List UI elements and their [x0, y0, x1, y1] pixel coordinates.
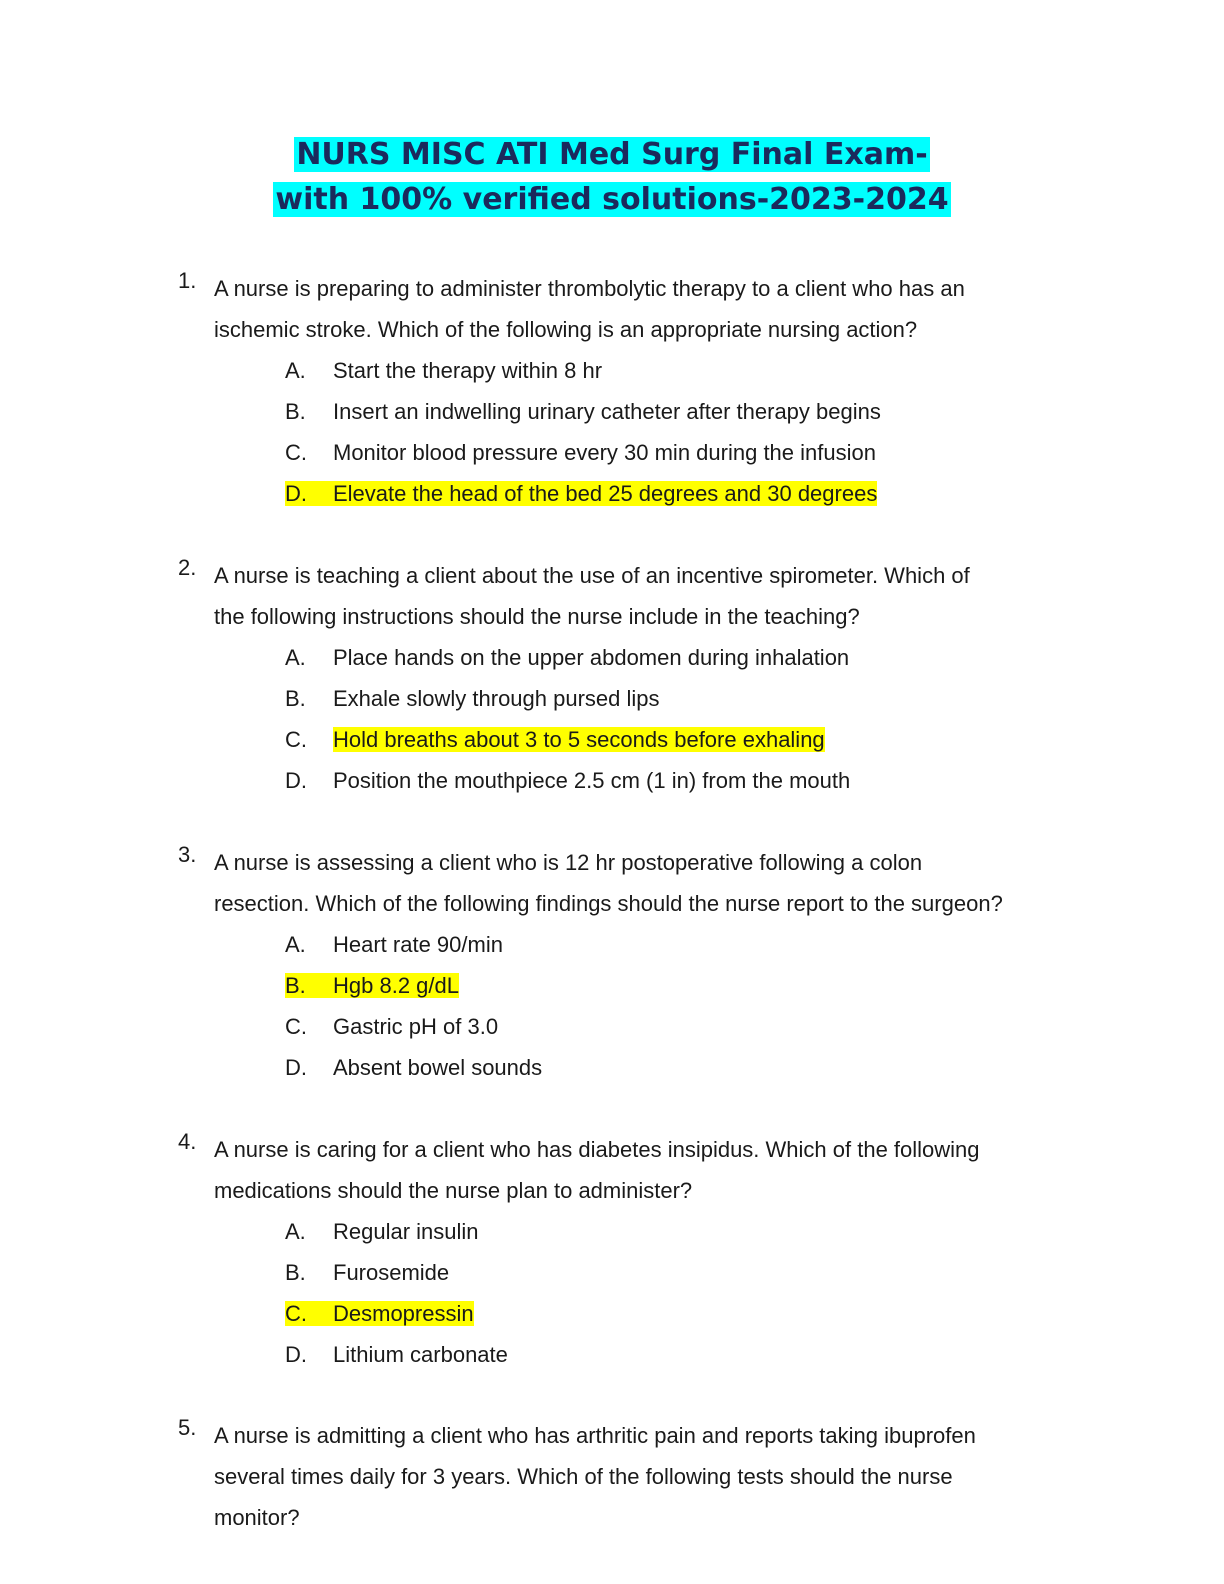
option-text: Furosemide [333, 1260, 450, 1285]
question-number: 1. [178, 268, 197, 293]
option-letter: B. [285, 399, 306, 424]
question-stem-line: the following instructions should the nurse include in the teaching? [214, 604, 860, 629]
question-stem-line: resection. Which of the following findings should the nurse report to the surgeon? [214, 891, 1003, 916]
answer-option-c [285, 432, 876, 473]
option-text: Absent bowel sounds [333, 1055, 543, 1080]
option-letter: D. [285, 1342, 307, 1367]
question-stem-line: A nurse is admitting a client who has arthritic pain and reports taking ibuprofen [214, 1423, 976, 1448]
question-stem-line: A nurse is teaching a client about the use of an incentive spirometer. Which of [214, 563, 970, 588]
question-stem-line: A nurse is preparing to administer thrombolytic therapy to a client who has an [214, 276, 965, 301]
option-text: Hold breaths about 3 to 5 seconds before exhaling [333, 727, 825, 752]
question-stem [214, 268, 1084, 350]
answer-option-d-correct [285, 473, 877, 514]
question-number: 5. [178, 1415, 197, 1440]
option-text: Insert an indwelling urinary catheter after therapy begins [333, 399, 881, 424]
option-text: Exhale slowly through pursed lips [333, 686, 660, 711]
question-number: 4. [178, 1129, 197, 1154]
correct-answer-highlight [285, 973, 459, 998]
answer-option-b [285, 678, 660, 719]
option-letter: D. [285, 1055, 307, 1080]
option-text: Regular insulin [333, 1219, 479, 1244]
title-line-1-text: NURS MISC ATI Med Surg Final Exam- [296, 137, 928, 172]
answer-option-c-correct [285, 719, 825, 760]
option-letter: C. [285, 440, 307, 465]
question-stem-line: A nurse is assessing a client who is 12 hr postoperative following a colon [214, 850, 923, 875]
option-text: Place hands on the upper abdomen during inhalation [333, 645, 850, 670]
answer-option-b [285, 1252, 449, 1293]
question-stem [214, 842, 1084, 924]
option-letter: D. [285, 481, 307, 506]
document-title-line-2 [0, 178, 1224, 221]
option-text: Heart rate 90/min [333, 932, 503, 957]
option-letter: A. [285, 932, 306, 957]
document-title-line-1 [0, 133, 1224, 176]
option-text: Position the mouthpiece 2.5 cm (1 in) from the mouth [333, 768, 851, 793]
option-letter: C. [285, 1301, 307, 1326]
option-letter: A. [285, 645, 306, 670]
answer-option-d [285, 1334, 508, 1375]
option-letter: A. [285, 1219, 306, 1244]
answer-option-d [285, 1047, 542, 1088]
title-line-2-text: with 100% verified solutions-2023-2024 [275, 182, 949, 217]
answer-option-b [285, 391, 881, 432]
answer-option-c-correct [285, 1293, 474, 1334]
correct-answer-highlight [285, 481, 877, 506]
answer-option-a [285, 924, 503, 965]
question-stem-line: several times daily for 3 years. Which of the following tests should the nurse [214, 1464, 953, 1489]
question-stem-line: medications should the nurse plan to administer? [214, 1178, 693, 1203]
option-letter: A. [285, 358, 306, 383]
option-text: Monitor blood pressure every 30 min during the infusion [333, 440, 876, 465]
answer-option-c [285, 1006, 498, 1047]
option-text: Gastric pH of 3.0 [333, 1014, 499, 1039]
answer-option-a [285, 1211, 479, 1252]
option-letter: B. [285, 973, 306, 998]
question-stem [214, 555, 1084, 637]
answer-option-b-correct [285, 965, 459, 1006]
question-stem [214, 1415, 1084, 1538]
answer-option-d [285, 760, 850, 801]
option-text: Hgb 8.2 g/dL [333, 973, 459, 998]
question-number: 3. [178, 842, 197, 867]
option-letter: C. [285, 1014, 307, 1039]
option-letter: D. [285, 768, 307, 793]
answer-option-a [285, 350, 602, 391]
question-stem-line: ischemic stroke. Which of the following is an appropriate nursing action? [214, 317, 918, 342]
option-text: Desmopressin [333, 1301, 474, 1326]
option-text: Start the therapy within 8 hr [333, 358, 603, 383]
question-stem-line: monitor? [214, 1505, 300, 1530]
option-letter: C. [285, 727, 307, 752]
option-letter: B. [285, 686, 306, 711]
option-text: Elevate the head of the bed 25 degrees and 30 degrees [333, 481, 878, 506]
question-stem [214, 1129, 1084, 1211]
question-number: 2. [178, 555, 197, 580]
option-letter: B. [285, 1260, 306, 1285]
option-text: Lithium carbonate [333, 1342, 508, 1367]
correct-answer-highlight [285, 1301, 474, 1326]
answer-option-a [285, 637, 849, 678]
question-stem-line: A nurse is caring for a client who has diabetes insipidus. Which of the following [214, 1137, 980, 1162]
